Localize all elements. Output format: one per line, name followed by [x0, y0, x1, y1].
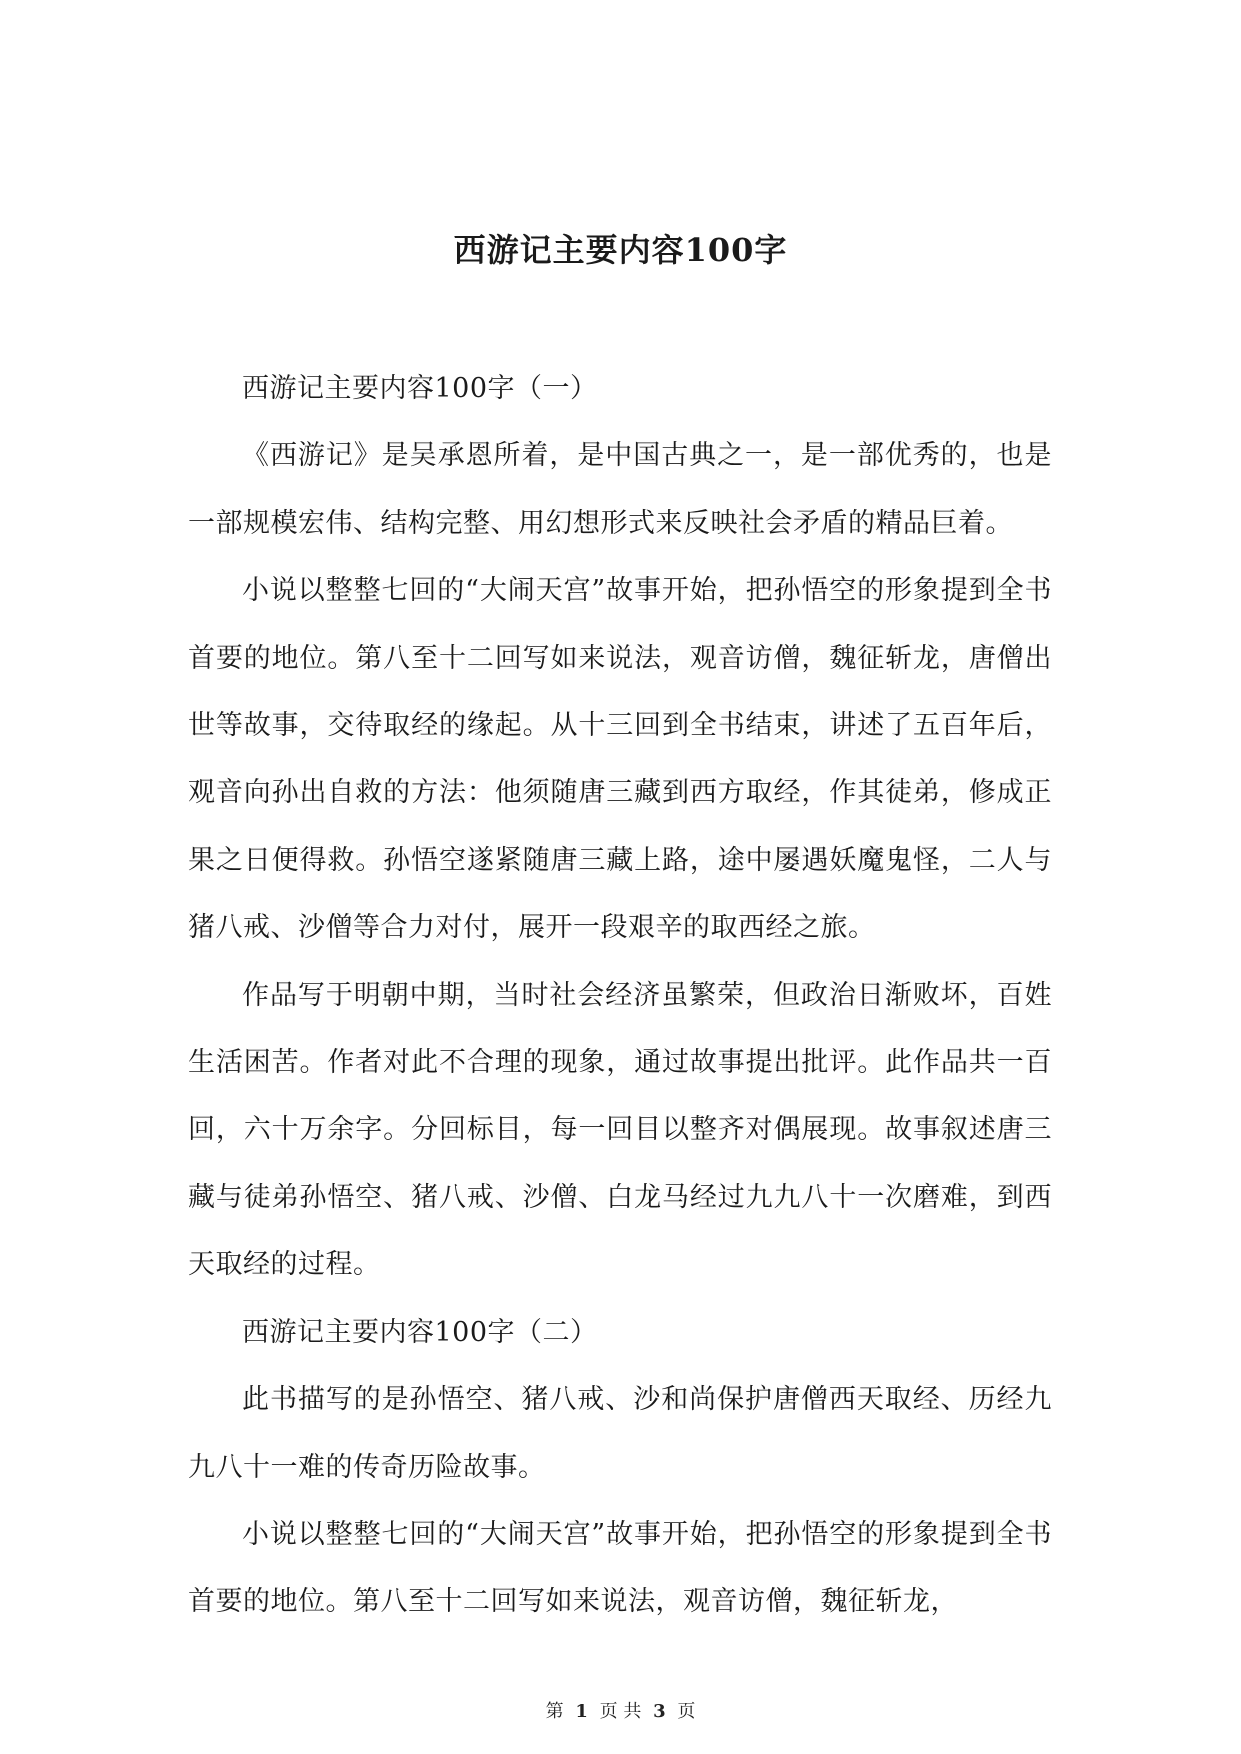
total-page-count: 3 [653, 1701, 666, 1722]
footer-middle: 页 共 [599, 1701, 642, 1722]
paragraph: 作品写于明朝中期，当时社会经济虽繁荣，但政治日渐败坏，百姓生活困苦。作者对此不合理的现象，通过故事提出批评。此作品共一百回，六十万余字。分回标目，每一回目以整齐对偶展现。故事叙述唐三藏与徒弟孙悟空、猪八戒、沙僧、白龙马经过九九八十一次磨难，到西天取经的过程。 [188, 979, 1052, 1281]
document-title: 西游记主要内容100字 [453, 231, 788, 269]
footer-prefix: 第 [545, 1701, 564, 1722]
current-page-number: 1 [575, 1701, 588, 1722]
paragraph: 小说以整整七回的“大闹天宫”故事开始，把孙悟空的形象提到全书首要的地位。第八至十二回写如来说法，观音访僧，魏征斩龙，唐僧出世等故事，交待取经的缘起。从十三回到全书结束，讲述了五百年后，观音向孙出自救的方法：他须随唐三藏到西方取经，作其徒弟，修成正果之日便得救。孙悟空遂紧随唐三藏上路，途中屡遇妖魔鬼怪，二人与猪八戒、沙僧等合力对付，展开一段艰辛的取西经之旅。 [188, 575, 1052, 944]
paragraph: 此书描写的是孙悟空、猪八戒、沙和尚保护唐僧西天取经、历经九九八十一难的传奇历险故事。 [188, 1384, 1052, 1483]
section-heading-2: 西游记主要内容100字（二） [242, 1316, 598, 1348]
footer-suffix: 页 [677, 1701, 696, 1722]
paragraph: 《西游记》是吴承恩所着，是中国古典之一，是一部优秀的，也是一部规模宏伟、结构完整、用幻想形式来反映社会矛盾的精品巨着。 [188, 440, 1052, 539]
section-heading-1: 西游记主要内容100字（一） [242, 373, 598, 404]
document-body [188, 355, 1052, 1636]
page-footer [0, 1697, 1241, 1723]
paragraph: 小说以整整七回的“大闹天宫”故事开始，把孙悟空的形象提到全书首要的地位。第八至十二回写如来说法，观音访僧，魏征斩龙， [188, 1518, 1052, 1618]
